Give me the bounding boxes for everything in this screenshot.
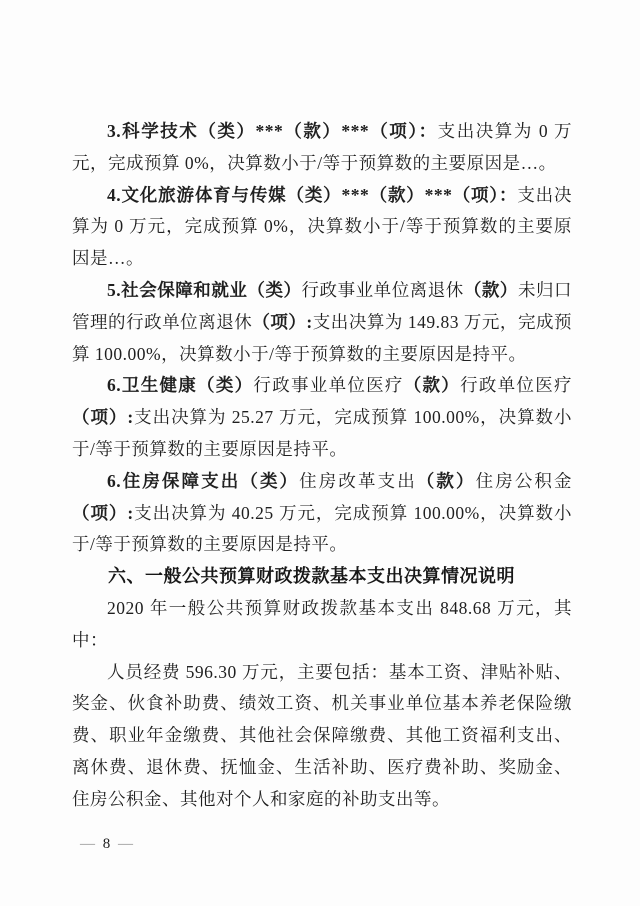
para-health-text: 支出决算为 25.27 万元，完成预算 100.00%，决算数小于/等于预算数的主要原因是持平。 [72,407,573,459]
section-heading-basic-expenditure: 六、一般公共预算财政拨款基本支出决算情况说明 [108,566,515,587]
para-social-xiang-name: 未归口管理的行政单位离退休 [72,279,573,332]
para-2020-basic-expenditure-total: 2020 年一般公共预算财政拨款基本支出 848.68 万元，其中： [72,597,572,650]
para-housing-xiang-label: （项）: [72,502,134,523]
para-science-technology-text: 支出决算为 0 万元，完成预算 0%，决算数小于/等于预算数的主要原因是…。 [72,121,572,173]
para-social-security-employment [72,275,572,370]
para-social-lead: 5.社会保障和就业（类） [107,279,302,300]
para-health [72,370,572,465]
para-science-technology [72,116,572,180]
para-culture-lead: 4.文化旅游体育与传媒（类）***（款）***（项）： [107,184,518,205]
para-health-xiang-name: 行政单位医疗 [460,375,573,396]
para-social-text: 支出决算为 149.83 万元，完成预算 100.00%，决算数小于/等于预算数的主要原因是持平。 [72,311,573,364]
para-housing-security [72,466,572,561]
para-housing-kuan-name: 住房改革支出 [299,470,417,491]
para-science-technology-lead: 3.科学技术（类）***（款）***（项）： [107,121,438,141]
page-number-dash-left: — [80,836,97,852]
para-personnel-funds-detail: 人员经费 596.30 万元，主要包括：基本工资、津贴补贴、奖金、伙食补助费、绩效工资、机关事业单位基本养老保险缴费、职业年金缴费、其他社会保障缴费、其他工资福利支出、离休费、退休费、抚恤金、生活补助、医疗费补助、奖励金、住房公积金、其他对个人和家庭的补助支出等。 [72,661,572,809]
para-social-kuan-name: 行政事业单位离退休 [301,279,464,300]
para-health-xiang-label: （项）: [72,407,134,428]
page-number-value: 8 [102,836,113,852]
para-housing-xiang-name: 住房公积金 [475,470,573,491]
page-number-dash-right: — [118,836,135,852]
para-health-lead: 6.卫生健康（类） [107,375,254,396]
para-social-xiang-label: （项）: [252,311,313,332]
para-housing-kuan-label: （款） [416,470,476,491]
para-social-kuan-label: （款） [463,279,518,300]
page-number [80,836,135,853]
para-culture-text: 支出决算为 0 万元，完成预算 0%，决算数小于/等于预算数的主要原因是…。 [72,184,573,269]
document-body [72,116,572,816]
para-housing-lead: 6.住房保障支出（类） [107,470,300,491]
para-health-kuan-name: 行政事业单位医疗 [253,375,404,396]
para-health-kuan-label: （款） [403,375,461,396]
para-housing-text: 支出决算为 40.25 万元，完成预算 100.00%，决算数小于/等于预算数的主要原因是持平。 [72,502,573,555]
para-culture-tourism-sports-media [72,180,572,275]
